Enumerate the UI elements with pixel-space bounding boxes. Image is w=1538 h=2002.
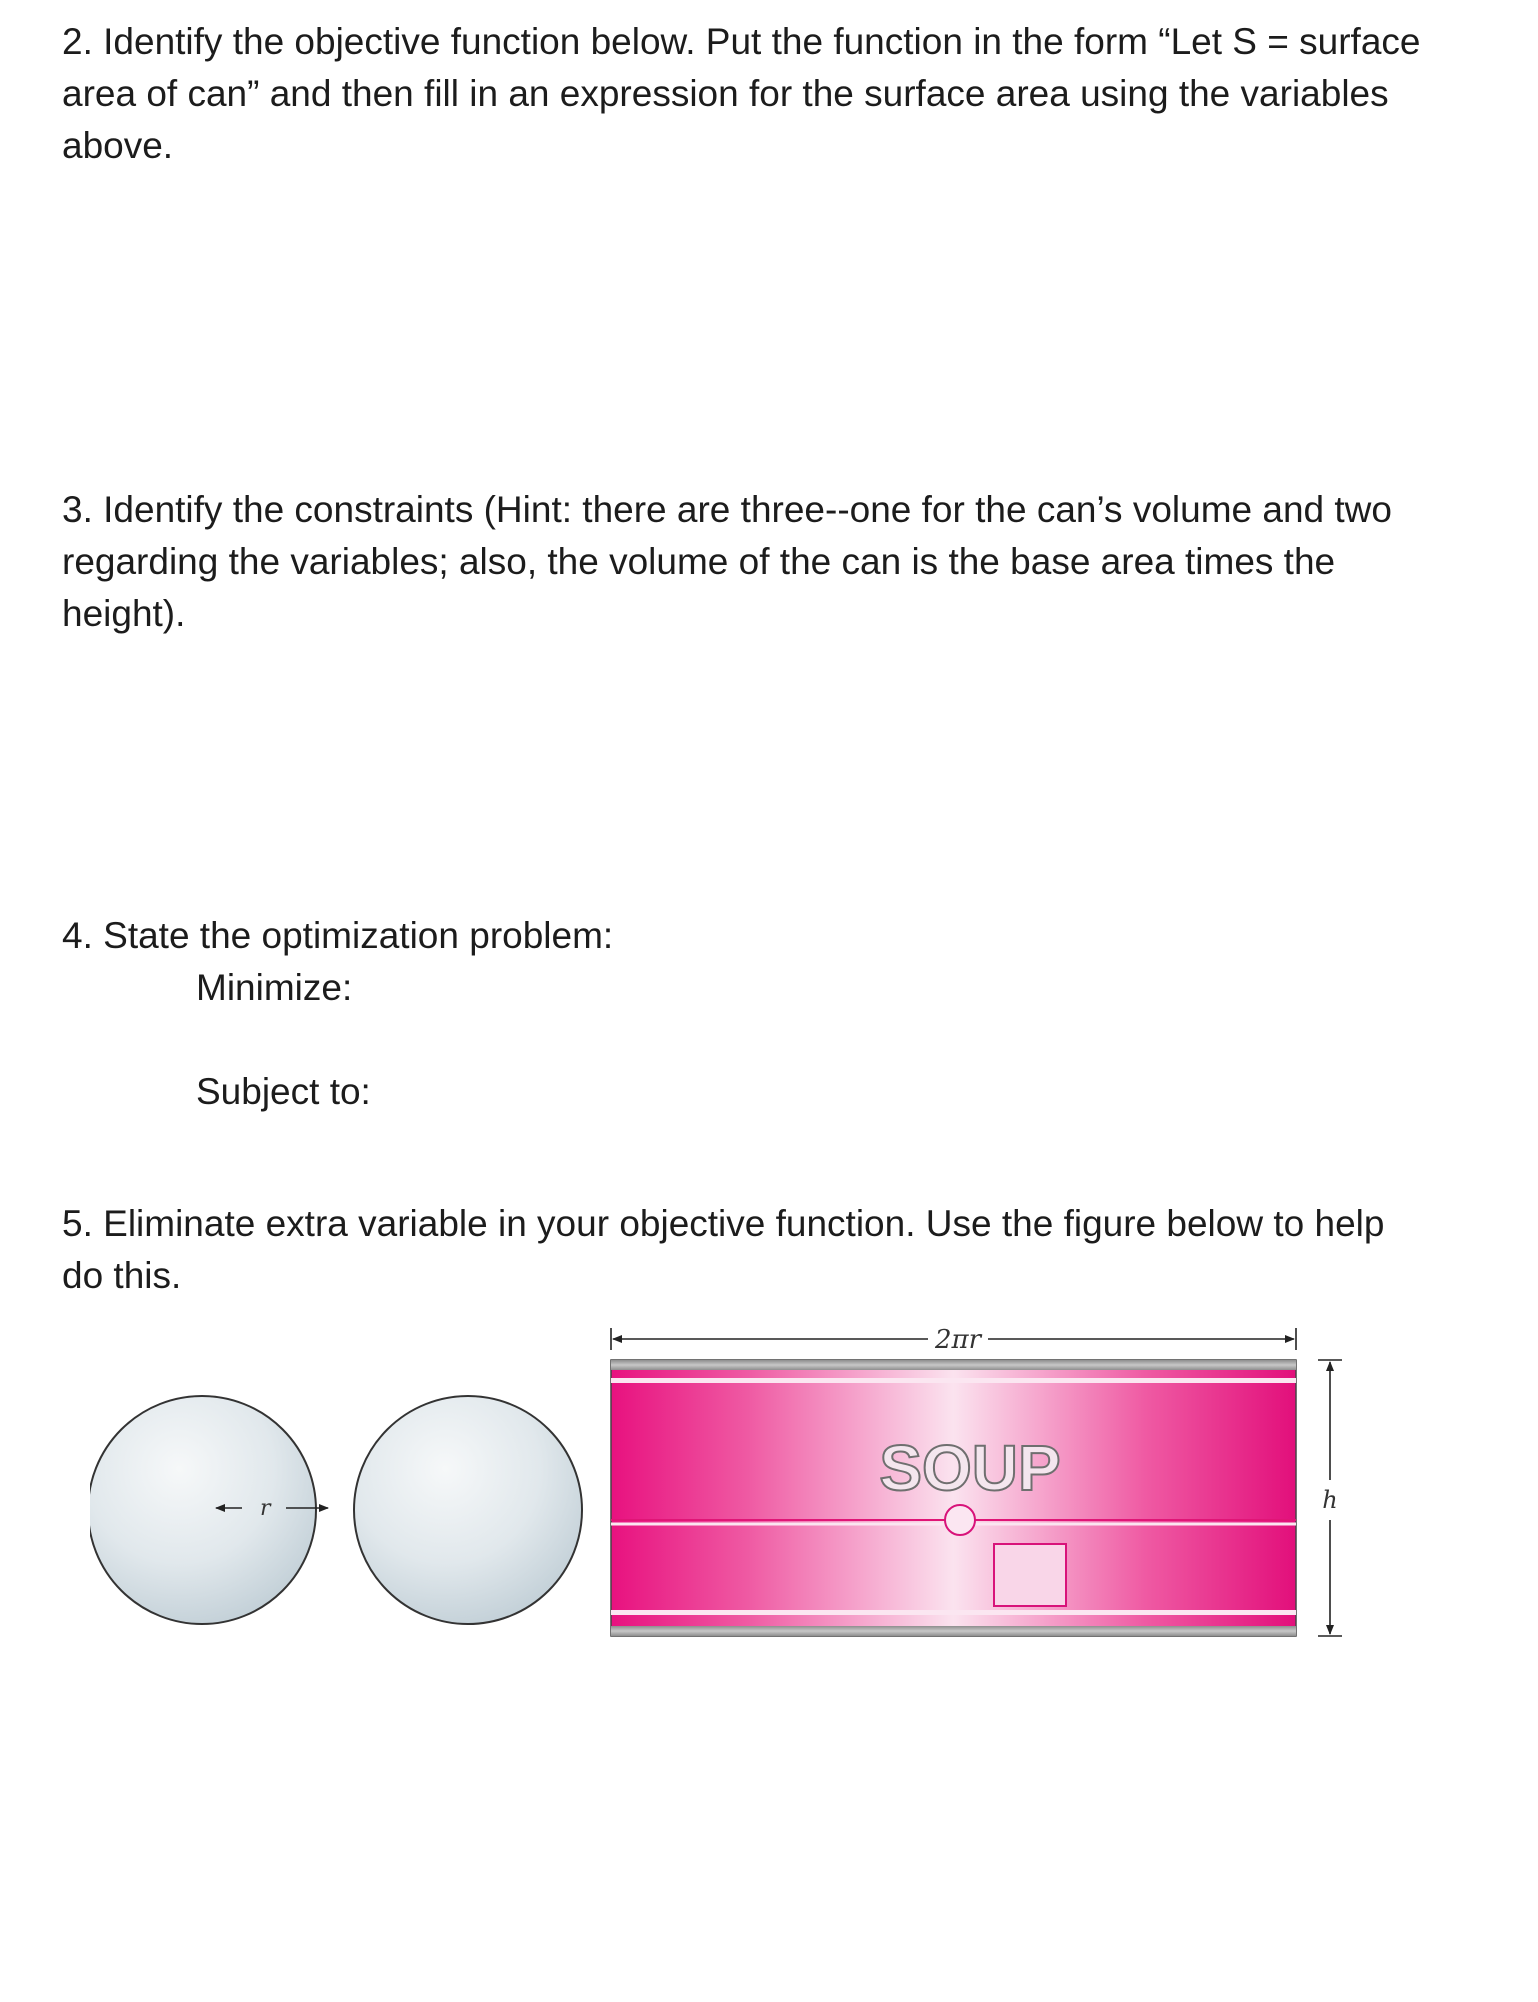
height-label: h (1322, 1486, 1338, 1514)
question-2: 2. Identify the objective function below. Put the function in the form “Let S = surface area of can” and then fill in an expression for the surface area using the variables above. (62, 21, 1421, 166)
bottom-rim (611, 1626, 1296, 1636)
can-net-figure (90, 1320, 1350, 1680)
label-square (994, 1544, 1066, 1606)
can-bottom-disk (354, 1396, 582, 1624)
soup-label: SOUP (879, 1432, 1061, 1504)
top-stripe (611, 1378, 1296, 1383)
question-5: 5. Eliminate extra variable in your objective function. Use the figure below to help do this. (62, 1203, 1385, 1296)
radius-label: r (260, 1496, 271, 1521)
minimize-label: Minimize: (196, 967, 353, 1008)
top-rim (611, 1360, 1296, 1370)
subject-to-label: Subject to: (196, 1071, 371, 1112)
seam-circle (945, 1505, 975, 1535)
bottom-stripe (611, 1610, 1296, 1615)
width-label: 2πr (934, 1325, 982, 1355)
can-top-disk (90, 1396, 316, 1624)
question-4: 4. State the optimization problem: (62, 915, 614, 956)
question-3: 3. Identify the constraints (Hint: there are three--one for the can’s volume and two regarding the variables; also, the volume of the can is the base area times the height). (62, 489, 1392, 634)
